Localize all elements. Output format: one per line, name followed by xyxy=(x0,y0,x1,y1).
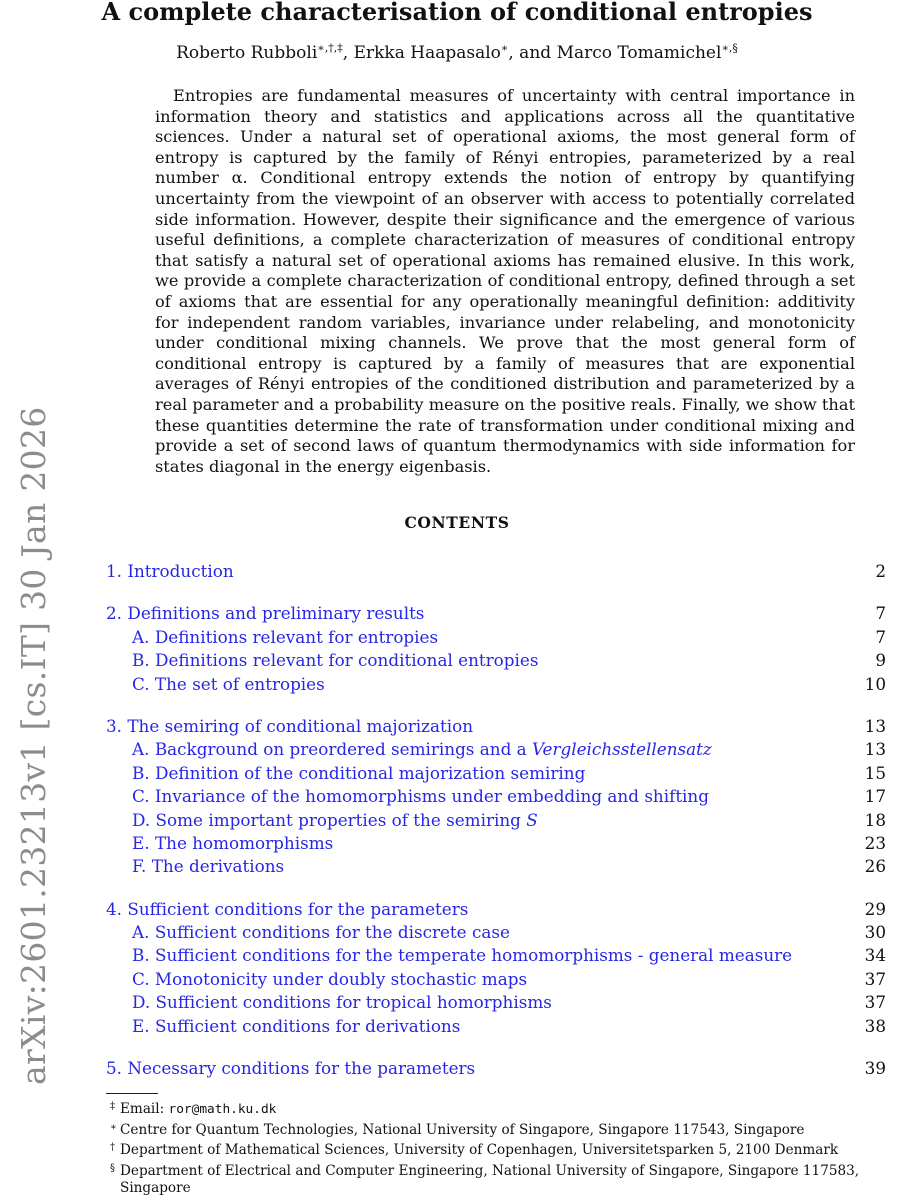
toc-section xyxy=(106,560,886,583)
toc-section-link[interactable] xyxy=(106,602,424,625)
toc-entry-number: E. xyxy=(132,1015,150,1036)
toc-section-link[interactable] xyxy=(106,1057,475,1080)
footnote-text: Department of Electrical and Computer Engineering, National University of Singapore, Singapore 117583, Singapore xyxy=(120,1162,860,1196)
toc-entry-number: D. xyxy=(132,992,151,1013)
toc-section-link[interactable] xyxy=(106,898,468,921)
author-name: Marco Tomamichel xyxy=(556,43,722,63)
toc-entry-title: Definitions relevant for entropies xyxy=(154,626,439,647)
toc-entry-title: Necessary conditions for the parameters xyxy=(127,1058,476,1079)
toc-page-number: 17 xyxy=(864,786,886,807)
toc-entry-title: Definitions and preliminary results xyxy=(127,603,425,624)
toc-subsection-row xyxy=(106,944,886,967)
toc-section-link[interactable] xyxy=(106,715,473,738)
toc-subsection-link[interactable] xyxy=(132,649,538,672)
toc-entry-number: B. xyxy=(132,945,150,966)
toc-entry-title: Definitions relevant for conditional entropies xyxy=(155,650,539,671)
toc-entry-title: The derivations xyxy=(151,856,285,877)
toc-section-link[interactable] xyxy=(106,560,234,583)
toc-entry-number: 2. xyxy=(106,603,123,624)
footnotes xyxy=(106,1093,896,1198)
toc-entry-number: 4. xyxy=(106,898,123,919)
footnote xyxy=(106,1098,896,1119)
toc-subsection-row xyxy=(106,809,886,832)
toc-entry-title: The set of entropies xyxy=(154,673,325,694)
toc-section-row xyxy=(106,560,886,583)
toc-entry-title: Background on preordered semirings and a xyxy=(154,739,532,760)
toc-subsection-link[interactable] xyxy=(132,855,284,878)
toc-entry-number: F. xyxy=(132,856,147,877)
toc-section xyxy=(106,602,886,696)
toc-subsection-link[interactable] xyxy=(132,921,510,944)
toc-subsection-row xyxy=(106,968,886,991)
author-affiliation-marks: ∗,†,‡ xyxy=(317,41,343,55)
toc-page-number: 15 xyxy=(864,762,886,783)
toc-page-number: 30 xyxy=(864,922,886,943)
toc-subsection-link[interactable] xyxy=(132,762,585,785)
author-separator: , and xyxy=(508,43,557,63)
footnote-text: Email: xyxy=(120,1101,169,1117)
toc-page-number: 10 xyxy=(864,673,886,694)
toc-entry-title: Sufficient conditions for tropical homorphisms xyxy=(155,992,552,1013)
toc-section xyxy=(106,1057,886,1080)
footnote xyxy=(106,1160,896,1198)
toc-entry-title: Some important properties of the semiring xyxy=(155,809,527,830)
toc-page-number: 13 xyxy=(864,739,886,760)
toc-section-row xyxy=(106,1057,886,1080)
toc-entry-number: 1. xyxy=(106,561,123,581)
author-name: Roberto Rubboli xyxy=(176,43,318,63)
toc-entry-title: Sufficient conditions for the parameters xyxy=(127,898,469,919)
toc-entry-number: D. xyxy=(132,809,151,830)
toc-subsection-link[interactable] xyxy=(132,1015,460,1038)
toc-subsection-link[interactable] xyxy=(132,809,538,832)
toc-subsection-link[interactable] xyxy=(132,785,709,808)
toc-subsection-row xyxy=(106,1015,886,1038)
toc-entry-italic: S xyxy=(526,809,538,830)
toc-subsection-link[interactable] xyxy=(132,968,527,991)
toc-page-number: 37 xyxy=(864,992,886,1013)
toc-subsection-link[interactable] xyxy=(132,626,438,649)
toc-entry-number: 5. xyxy=(106,1058,123,1079)
table-of-contents xyxy=(106,560,886,1099)
footnote-mark: ‡ xyxy=(110,1101,115,1112)
toc-page-number: 34 xyxy=(864,945,886,966)
footnote xyxy=(106,1139,896,1160)
toc-page-number: 18 xyxy=(864,809,886,830)
footnote-mark: § xyxy=(110,1162,115,1174)
toc-entry-title: Sufficient conditions for derivations xyxy=(154,1015,461,1036)
footnote-mark: † xyxy=(110,1142,115,1153)
toc-entry-title: The homomorphisms xyxy=(154,832,334,853)
toc-subsection-row xyxy=(106,738,886,761)
toc-entry-title: Definition of the conditional majorization semiring xyxy=(155,762,586,783)
toc-page-number: 37 xyxy=(864,968,886,989)
footnote-divider xyxy=(106,1093,158,1094)
toc-subsection-row xyxy=(106,762,886,785)
toc-subsection-row xyxy=(106,991,886,1014)
author-separator: , xyxy=(342,43,354,63)
footnote xyxy=(106,1119,896,1140)
toc-subsection-row xyxy=(106,626,886,649)
email-link[interactable]: ror@math.ku.dk xyxy=(168,1102,277,1117)
toc-entry-number: A. xyxy=(132,626,150,647)
toc-subsection-link[interactable] xyxy=(132,673,325,696)
toc-entry-number: B. xyxy=(132,762,150,783)
arxiv-identifier-stamp: arXiv:2601.23213v1 [cs.IT] 30 Jan 2026 xyxy=(14,406,53,1085)
author-affiliation-marks: ∗ xyxy=(500,41,509,55)
author-affiliation-marks: ∗,§ xyxy=(721,41,738,55)
toc-entry-italic: Vergleichsstellensatz xyxy=(531,739,712,760)
footnote-text: Centre for Quantum Technologies, National University of Singapore, Singapore 117543, Singapore xyxy=(120,1121,805,1138)
toc-section-row xyxy=(106,715,886,738)
toc-section-row xyxy=(106,602,886,625)
toc-subsection-row xyxy=(106,785,886,808)
toc-section xyxy=(106,898,886,1038)
toc-section-row xyxy=(106,898,886,921)
toc-entry-title: Sufficient conditions for the temperate homomorphisms - general measure xyxy=(155,945,793,966)
toc-entry-number: A. xyxy=(132,922,150,943)
toc-subsection-row xyxy=(106,832,886,855)
toc-entry-title: Sufficient conditions for the discrete case xyxy=(154,922,510,943)
paper-title: A complete characterisation of conditional entropies xyxy=(101,0,813,26)
author-list xyxy=(0,42,914,64)
toc-entry-number: C. xyxy=(132,786,150,807)
toc-page-number: 39 xyxy=(864,1058,886,1079)
toc-entry-number: 3. xyxy=(106,715,123,736)
toc-subsection-link[interactable] xyxy=(132,991,552,1014)
toc-page-number: 9 xyxy=(875,650,886,671)
toc-entry-number: C. xyxy=(132,673,150,694)
toc-entry-title: The semiring of conditional majorization xyxy=(127,715,473,736)
toc-section xyxy=(106,715,886,879)
author-name: Erkka Haapasalo xyxy=(353,43,501,63)
toc-entry-number: E. xyxy=(132,832,150,853)
toc-entry-number: A. xyxy=(132,739,150,760)
toc-page-number: 38 xyxy=(864,1015,886,1036)
toc-subsection-link[interactable] xyxy=(132,944,792,967)
toc-entry-title: Invariance of the homomorphisms under embedding and shifting xyxy=(154,786,709,807)
contents-heading: CONTENTS xyxy=(404,513,510,532)
toc-subsection-row xyxy=(106,649,886,672)
toc-subsection-row xyxy=(106,673,886,696)
toc-subsection-row xyxy=(106,855,886,878)
toc-entry-title: Introduction xyxy=(127,561,234,581)
toc-subsection-link[interactable] xyxy=(132,738,712,761)
toc-subsection-link[interactable] xyxy=(132,832,333,855)
toc-page-number: 13 xyxy=(864,715,886,736)
toc-page-number: 26 xyxy=(864,856,886,877)
toc-entry-number: C. xyxy=(132,968,150,989)
toc-page-number: 29 xyxy=(864,898,886,919)
toc-page-number: 7 xyxy=(875,626,886,647)
toc-page-number: 2 xyxy=(875,561,886,581)
footnote-text: Department of Mathematical Sciences, University of Copenhagen, Universitetsparken 5, 2100 Denmark xyxy=(120,1142,839,1158)
toc-page-number: 7 xyxy=(875,603,886,624)
toc-page-number: 23 xyxy=(864,832,886,853)
footnote-mark: ∗ xyxy=(110,1121,117,1133)
toc-subsection-row xyxy=(106,921,886,944)
toc-entry-title: Monotonicity under doubly stochastic maps xyxy=(154,968,528,989)
abstract: Entropies are fundamental measures of uncertainty with central importance in information theory and statistics and applications across all the quantitative sciences. Under a natural set of operational axioms, the most general form of entropy is captured by the family of Rényi entropies, parameterized by a real number α. Conditional entropy extends the notion of entropy by quantifying uncertainty from the viewpoint of an observer with access to potentially correlated side information. However, despite their significance and the emergence of various useful definitions, a complete characterization of measures of conditional entropy that satisfy a natural set of operational axioms has remained elusive. In this work, we provide a complete characterization of conditional entropy, defined through a set of axioms that are essential for any operationally meaningful definition: additivity for independent random variables, invariance under relabeling, and monotonicity under conditional mixing channels. We prove that the most general form of conditional entropy is captured by a family of measures that are exponential averages of Rényi entropies of the conditioned distribution and parameterized by a real parameter and a probability measure on the positive reals. Finally, we show that these quantities determine the rate of transformation under conditional mixing and provide a set of second laws of quantum thermodynamics with side information for states diagonal in the energy eigenbasis. xyxy=(155,86,855,476)
toc-entry-number: B. xyxy=(132,650,150,671)
